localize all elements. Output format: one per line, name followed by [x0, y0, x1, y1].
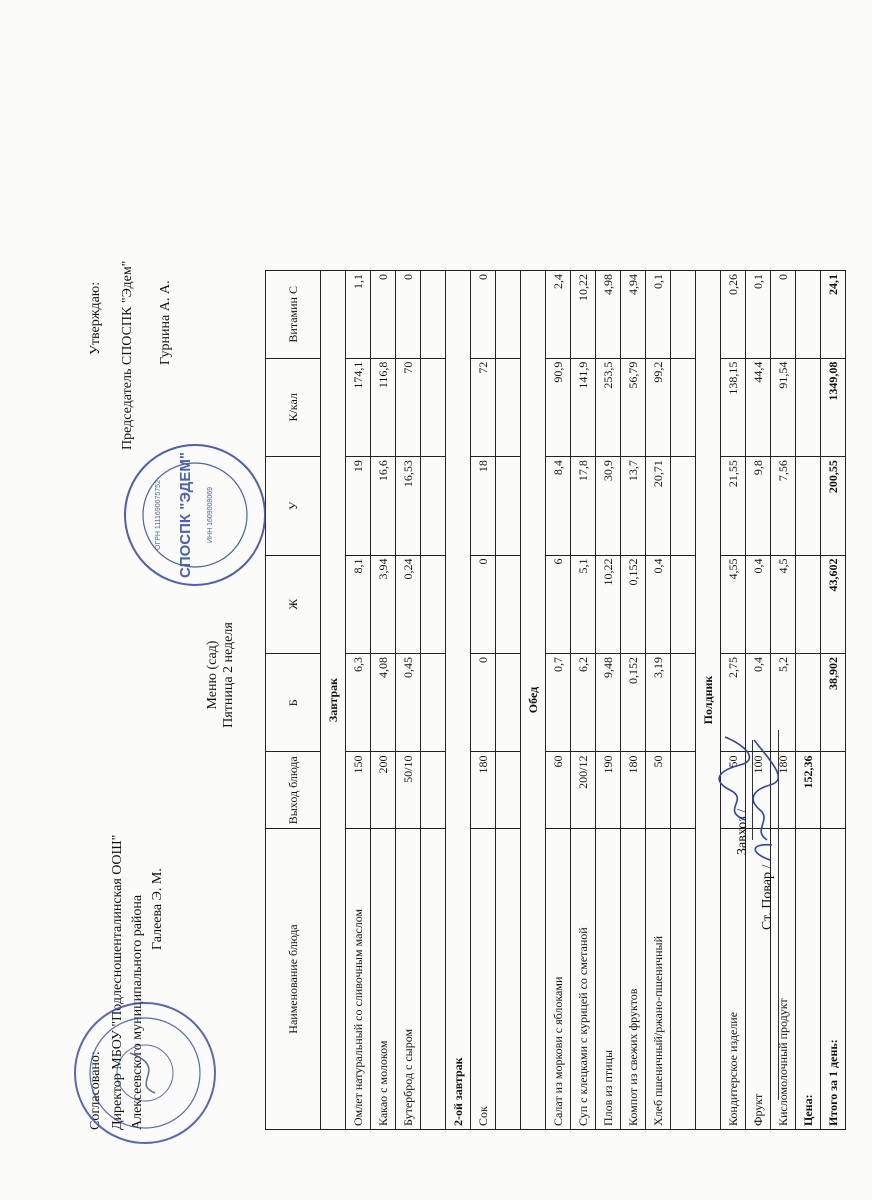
value-cell: 9,48 [596, 654, 621, 752]
value-cell: 0,24 [396, 555, 421, 653]
section-row [446, 271, 471, 1130]
blank-cell [671, 358, 696, 456]
table-header-row [266, 271, 321, 1130]
table-row [571, 271, 596, 1130]
value-cell: 44,4 [746, 358, 771, 456]
value-cell [796, 358, 821, 456]
value-cell: 100 [746, 752, 771, 829]
stamp-inn-text: ИНН 1609008069 [207, 486, 214, 544]
cooperative-stamp-icon [120, 440, 270, 590]
dish-name-cell: Плов из птицы [596, 829, 621, 1130]
value-cell: 6,2 [571, 654, 596, 752]
table-row [646, 271, 671, 1130]
value-cell: 0 [471, 654, 496, 752]
value-cell: 18 [471, 457, 496, 555]
value-cell: 1349,08 [821, 358, 846, 456]
section-row [321, 271, 346, 1130]
value-cell: 9,8 [746, 457, 771, 555]
header-dish: Наименование блюда [266, 829, 321, 1130]
value-cell: 99,2 [646, 358, 671, 456]
blank-row [421, 271, 446, 1130]
table-row [371, 271, 396, 1130]
value-cell: 0,1 [746, 271, 771, 359]
table-row [546, 271, 571, 1130]
value-cell: 2,75 [721, 654, 746, 752]
value-cell: 0,152 [621, 555, 646, 653]
value-cell: 3,19 [646, 654, 671, 752]
header-fat: Ж [266, 555, 321, 653]
blank-row [671, 271, 696, 1130]
price-row [796, 271, 821, 1130]
value-cell: 30,9 [596, 457, 621, 555]
value-cell: 0,4 [646, 555, 671, 653]
value-cell: 5,1 [571, 555, 596, 653]
value-cell: 190 [596, 752, 621, 829]
dish-name-cell: Омлет натуральный со сливочным маслом [346, 829, 371, 1130]
value-cell: 0,4 [746, 555, 771, 653]
blank-cell [421, 358, 446, 456]
value-cell: 152,36 [796, 752, 821, 829]
total-row [821, 271, 846, 1130]
value-cell [796, 555, 821, 653]
stamp-main-text: СПОСПК "ЭДЕМ" [177, 452, 194, 578]
value-cell: 0,45 [396, 654, 421, 752]
value-cell: 200/12 [571, 752, 596, 829]
blank-cell [496, 457, 521, 555]
blank-row [496, 271, 521, 1130]
value-cell: 180 [771, 752, 796, 829]
value-cell: 56,79 [621, 358, 646, 456]
dish-name-cell: Фрукт [746, 829, 771, 1130]
confirm-label: Утверждаю: [88, 281, 103, 355]
blank-cell [421, 752, 446, 829]
value-cell: 72 [471, 358, 496, 456]
header-vitamin-c: Витамин С [266, 271, 321, 359]
value-cell: 50 [646, 752, 671, 829]
menu-title [205, 615, 237, 735]
value-cell: 253,5 [596, 358, 621, 456]
value-cell: 91,54 [771, 358, 796, 456]
blank-cell [671, 829, 696, 1130]
director-name: Галеева Э. М. [150, 868, 165, 950]
header-kcal: К/кал [266, 358, 321, 456]
value-cell: 8,1 [346, 555, 371, 653]
value-cell: 70 [396, 358, 421, 456]
value-cell: 43,602 [821, 555, 846, 653]
value-cell: 8,4 [546, 457, 571, 555]
value-cell: 200 [371, 752, 396, 829]
blank-cell [496, 555, 521, 653]
header-protein: Б [266, 654, 321, 752]
value-cell [796, 457, 821, 555]
value-cell: 50 [721, 752, 746, 829]
blank-cell [496, 654, 521, 752]
value-cell: 0 [396, 271, 421, 359]
blank-cell [496, 829, 521, 1130]
section-label: Полдник [696, 271, 721, 1130]
value-cell: 138,15 [721, 358, 746, 456]
value-cell: 116,8 [371, 358, 396, 456]
value-cell: 0,1 [646, 271, 671, 359]
director-line: Директор МБОУ "Подлесношенталинская ООШ" [110, 834, 125, 1130]
blank-cell [421, 555, 446, 653]
value-cell: 13,7 [621, 457, 646, 555]
chairman-line: Председатель СПОСПК "Эдем" [120, 260, 135, 450]
value-cell: 0 [771, 271, 796, 359]
value-cell: 21,55 [721, 457, 746, 555]
approved-label: Согласовано: [88, 1051, 103, 1130]
value-cell: 60 [546, 752, 571, 829]
value-cell: 150 [346, 752, 371, 829]
value-cell: 17,8 [571, 457, 596, 555]
dish-name-cell: Какао с молоком [371, 829, 396, 1130]
table-row [746, 271, 771, 1130]
menu-title-line1: Меню (сад) [205, 640, 220, 710]
value-cell: 4,94 [621, 271, 646, 359]
table-row [471, 271, 496, 1130]
dish-name-cell: Сок [471, 829, 496, 1130]
table-row [396, 271, 421, 1130]
value-cell: 19 [346, 457, 371, 555]
povar-label: Ст. Повар / [760, 864, 775, 930]
chairman-name: Гурнина А. А. [158, 280, 173, 365]
value-cell: 24,1 [821, 271, 846, 359]
povar-signature-icon [742, 735, 782, 865]
value-cell: 16,6 [371, 457, 396, 555]
dish-name-cell: Кисломолочный продукт [771, 829, 796, 1130]
dish-name-cell: Итого за 1 день: [821, 829, 846, 1130]
value-cell: 0 [471, 555, 496, 653]
value-cell: 0 [371, 271, 396, 359]
value-cell: 16,53 [396, 457, 421, 555]
value-cell: 38,902 [821, 654, 846, 752]
section-label: 2-ой завтрак [446, 271, 471, 1130]
value-cell: 0 [471, 271, 496, 359]
value-cell [821, 752, 846, 829]
value-cell: 20,71 [646, 457, 671, 555]
table-row [346, 271, 371, 1130]
blank-cell [496, 358, 521, 456]
value-cell: 5,2 [771, 654, 796, 752]
value-cell [796, 654, 821, 752]
district-line: Алексеевского муниципального района [130, 894, 145, 1130]
school-stamp-icon [70, 998, 220, 1148]
value-cell: 0,7 [546, 654, 571, 752]
menu-table [265, 270, 846, 1130]
table-row [721, 271, 746, 1130]
dish-name-cell: Компот из свежих фруктов [621, 829, 646, 1130]
blank-cell [421, 457, 446, 555]
blank-cell [671, 457, 696, 555]
blank-cell [671, 271, 696, 359]
value-cell: 180 [621, 752, 646, 829]
section-row [696, 271, 721, 1130]
value-cell: 6 [546, 555, 571, 653]
blank-cell [421, 271, 446, 359]
section-row [521, 271, 546, 1130]
value-cell: 7,56 [771, 457, 796, 555]
table-body [321, 271, 846, 1130]
dish-name-cell: Суп с клецками с курицей со сметаной [571, 829, 596, 1130]
blank-cell [671, 555, 696, 653]
blank-cell [421, 829, 446, 1130]
value-cell: 0,4 [746, 654, 771, 752]
value-cell: 50/10 [396, 752, 421, 829]
menu-title-line2: Пятница 2 неделя [221, 622, 236, 728]
table-row [621, 271, 646, 1130]
dish-name-cell: Хлеб пшеничный/ржано-пшеничный [646, 829, 671, 1130]
header-carbs: У [266, 457, 321, 555]
value-cell: 200,55 [821, 457, 846, 555]
stamp-ogrn-text: ОГРН 1111690075752 [155, 480, 162, 550]
value-cell: 0,26 [721, 271, 746, 359]
table-row [596, 271, 621, 1130]
value-cell: 1,1 [346, 271, 371, 359]
blank-cell [496, 752, 521, 829]
dish-name-cell: Бутерброд с сыром [396, 829, 421, 1130]
value-cell: 2,4 [546, 271, 571, 359]
value-cell: 174,1 [346, 358, 371, 456]
dish-name-cell: Салат из моркови с яблоками [546, 829, 571, 1130]
header-yield: Выход блюда [266, 752, 321, 829]
value-cell: 6,3 [346, 654, 371, 752]
blank-cell [671, 654, 696, 752]
value-cell: 141,9 [571, 358, 596, 456]
value-cell: 4,5 [771, 555, 796, 653]
section-label: Обед [521, 271, 546, 1130]
zavhoz-label: Завхоз / [735, 808, 750, 855]
value-cell [796, 271, 821, 359]
blank-cell [421, 654, 446, 752]
dish-name-cell: Кондитерское изделие [721, 829, 746, 1130]
value-cell: 4,98 [596, 271, 621, 359]
value-cell: 10,22 [571, 271, 596, 359]
value-cell: 180 [471, 752, 496, 829]
value-cell: 4,55 [721, 555, 746, 653]
value-cell: 3,94 [371, 555, 396, 653]
table-row [771, 271, 796, 1130]
dish-name-cell: Цена: [796, 829, 821, 1130]
blank-cell [496, 271, 521, 359]
value-cell: 0,152 [621, 654, 646, 752]
value-cell: 4,08 [371, 654, 396, 752]
blank-cell [671, 752, 696, 829]
povar-signature-line [760, 865, 776, 930]
value-cell: 10,22 [596, 555, 621, 653]
section-label: Завтрак [321, 271, 346, 1130]
value-cell: 90,9 [546, 358, 571, 456]
